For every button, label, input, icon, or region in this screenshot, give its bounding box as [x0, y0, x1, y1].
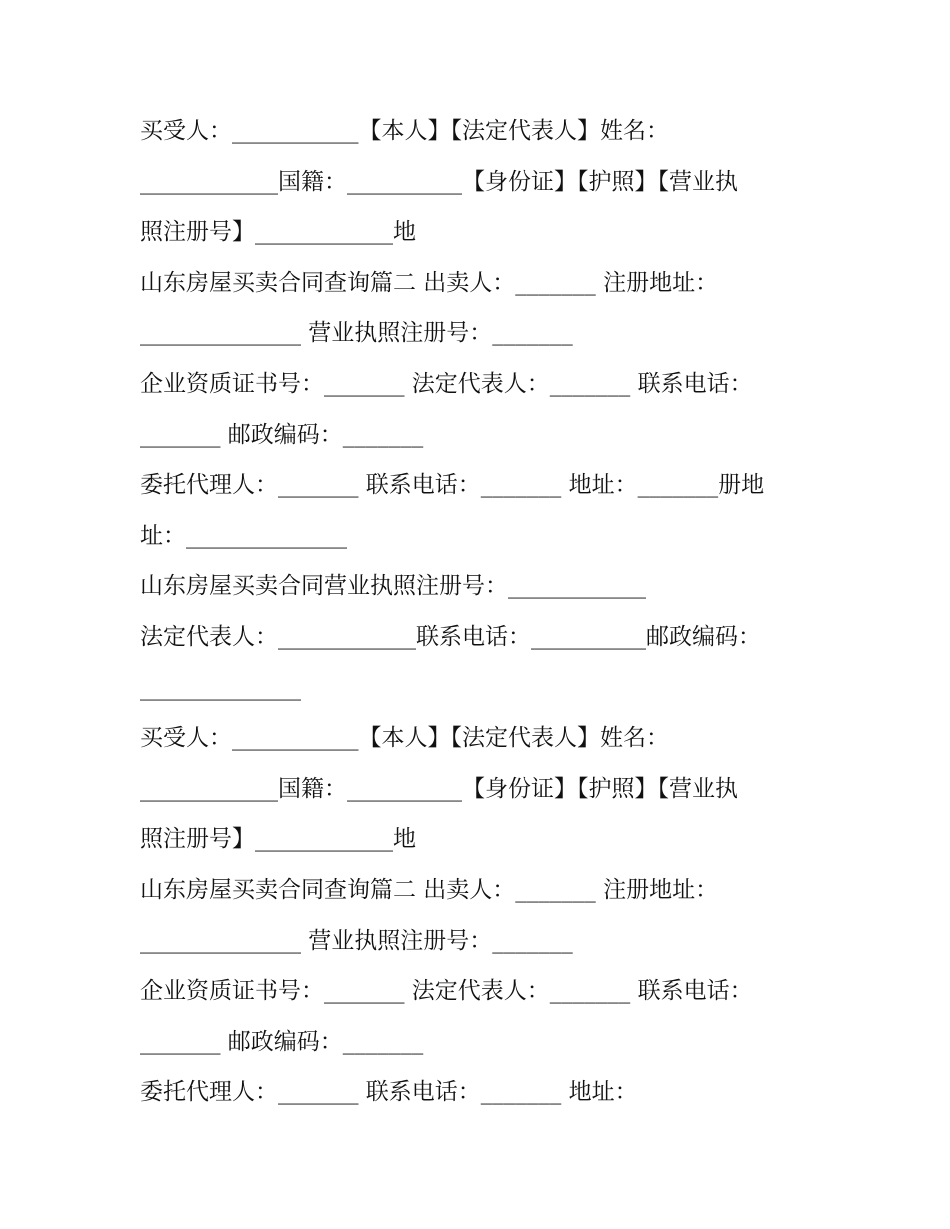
text-line: 照注册号】____________地	[140, 219, 416, 246]
text-line: ______________ 营业执照注册号：_______	[140, 320, 573, 347]
text-line: 企业资质证书号：_______ 法定代表人：_______ 联系电话：	[140, 978, 753, 1005]
text-line: 山东房屋买卖合同查询篇二 出卖人：_______ 注册地址：	[140, 876, 719, 903]
text-line: 买受人：___________【本人】【法定代表人】姓名：	[140, 725, 669, 752]
text-line: 址：______________	[140, 522, 347, 549]
text-line: 山东房屋买卖合同营业执照注册号：____________	[140, 573, 646, 600]
text-line: 委托代理人：_______ 联系电话：_______ 地址：	[140, 1079, 638, 1106]
text-line: 买受人：___________【本人】【法定代表人】姓名：	[140, 118, 669, 144]
text-line: ____________国籍：__________【身份证】【护照】【营业执	[140, 168, 738, 195]
text-line: _______ 邮政编码：_______	[140, 421, 424, 448]
document-body	[140, 106, 820, 1118]
text-line: 照注册号】____________地	[140, 826, 416, 853]
text-line: _______ 邮政编码：_______	[140, 1028, 424, 1055]
text-line: 企业资质证书号：_______ 法定代表人：_______ 联系电话：	[140, 370, 753, 397]
text-line: 山东房屋买卖合同查询篇二 出卖人：_______ 注册地址：	[140, 269, 719, 296]
text-line: 法定代表人：____________联系电话：__________邮政编码：	[140, 623, 761, 650]
text-line: ______________	[140, 674, 301, 701]
text-line: ____________国籍：__________【身份证】【护照】【营业执	[140, 775, 738, 802]
text-line: 委托代理人：_______ 联系电话：_______ 地址：_______册地	[140, 472, 765, 499]
text-line: ______________ 营业执照注册号：_______	[140, 927, 573, 954]
